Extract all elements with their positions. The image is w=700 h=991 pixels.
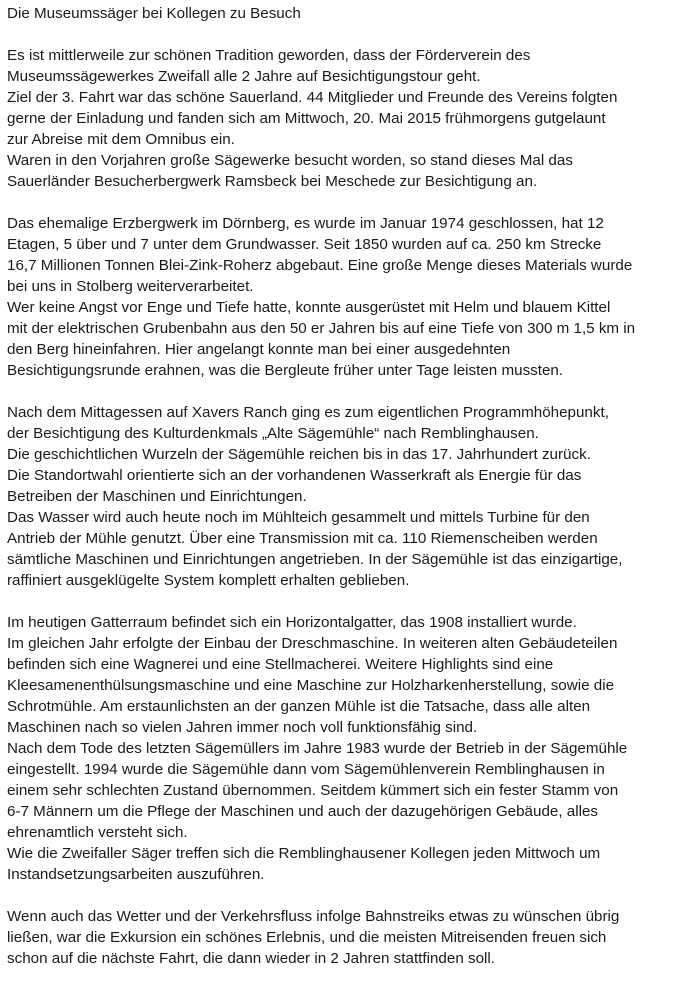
- text-line: Wie die Zweifaller Säger treffen sich die Remblinghausener Kollegen jeden Mittwoch um: [7, 845, 601, 862]
- text-line: Instandsetzungsarbeiten auszuführen.: [7, 866, 265, 883]
- text-line: Maschinen nach so vielen Jahren immer noch voll funktionsfähig sind.: [7, 719, 478, 736]
- text-line: Sauerländer Besucherbergwerk Ramsbeck bei Meschede zur Besichtigung an.: [7, 173, 538, 190]
- text-line: gerne der Einladung und fanden sich am Mittwoch, 20. Mai 2015 frühmorgens gutgelaunt: [7, 110, 606, 127]
- text-line: Wer keine Angst vor Enge und Tiefe hatte, konnte ausgerüstet mit Helm und blauem Kittel: [7, 299, 611, 316]
- text-line: Etagen, 5 über und 7 unter dem Grundwasser. Seit 1850 wurden auf ca. 250 km Strecke: [7, 236, 602, 253]
- text-line: Nach dem Tode des letzten Sägemüllers im Jahre 1983 wurde der Betrieb in der Sägemühle: [7, 740, 628, 757]
- text-line: Im gleichen Jahr erfolgte der Einbau der Dreschmaschine. In weiteren alten Gebäudeteilen: [7, 635, 618, 652]
- text-line: raffiniert ausgeklügelte System komplett erhalten geblieben.: [7, 572, 410, 589]
- text-line: sämtliche Maschinen und Einrichtungen angetrieben. In der Sägemühle ist das einzigartige,: [7, 551, 623, 568]
- document-page: [7, 3, 693, 990]
- text-line: 16,7 Millionen Tonnen Blei-Zink-Roherz abgebaut. Eine große Menge dieses Materials wurde: [7, 257, 633, 274]
- text-line: befinden sich eine Wagnerei und eine Stellmacherei. Weitere Highlights sind eine: [7, 656, 554, 673]
- text-line: den Berg hineinfahren. Hier angelangt konnte man bei einer ausgedehnten: [7, 341, 511, 358]
- paragraph: [7, 402, 693, 591]
- text-line: Das Wasser wird auch heute noch im Mühlteich gesammelt und mittels Turbine für den: [7, 509, 590, 526]
- text-line: bei uns in Stolberg weiterverarbeitet.: [7, 278, 254, 295]
- text-line: eingestellt. 1994 wurde die Sägemühle dann vom Sägemühlenverein Remblinghausen in: [7, 761, 605, 778]
- text-line: der Besichtigung des Kulturdenkmals „Alte Sägemühle“ nach Remblinghausen.: [7, 425, 539, 442]
- text-line: Museumssägewerkes Zweifall alle 2 Jahre auf Besichtigungstour geht.: [7, 68, 481, 85]
- text-line: Antrieb der Mühle genutzt. Über eine Transmission mit ca. 110 Riemenscheiben werden: [7, 530, 598, 547]
- text-line: 6-7 Männern um die Pflege der Maschinen und auch der dazugehörigen Gebäude, alles: [7, 803, 599, 820]
- text-line: Die Standortwahl orientierte sich an der vorhandenen Wasserkraft als Energie für das: [7, 467, 582, 484]
- text-line: Betreiben der Maschinen und Einrichtungen.: [7, 488, 307, 505]
- text-line: schon auf die nächste Fahrt, die dann wieder in 2 Jahren stattfinden soll.: [7, 950, 495, 967]
- paragraph: [7, 906, 693, 969]
- text-line: Waren in den Vorjahren große Sägewerke besucht worden, so stand dieses Mal das: [7, 152, 573, 169]
- text-line: ließen, war die Exkursion ein schönes Erlebnis, und die meisten Mitreisenden freuen sich: [7, 929, 607, 946]
- text-line: mit der elektrischen Grubenbahn aus den 50 er Jahren bis auf eine Tiefe von 300 m 1,5 km in: [7, 320, 636, 337]
- text-line: zur Abreise mit dem Omnibus ein.: [7, 131, 235, 148]
- document-body: [7, 45, 693, 969]
- paragraph: [7, 45, 693, 192]
- text-line: Ziel der 3. Fahrt war das schöne Sauerland. 44 Mitglieder und Freunde des Vereins folgten: [7, 89, 618, 106]
- text-line: einem sehr schlechten Zustand übernommen. Seitdem kümmert sich ein fester Stamm von: [7, 782, 619, 799]
- document-title: Die Museumssäger bei Kollegen zu Besuch: [7, 5, 301, 22]
- paragraph: [7, 213, 693, 381]
- text-line: Wenn auch das Wetter und der Verkehrsfluss infolge Bahnstreiks etwas zu wünschen übrig: [7, 908, 620, 925]
- paragraph: [7, 612, 693, 885]
- text-line: Das ehemalige Erzbergwerk im Dörnberg, es wurde im Januar 1974 geschlossen, hat 12: [7, 215, 604, 232]
- text-line: Schrotmühle. Am erstaunlichsten an der ganzen Mühle ist die Tatsache, dass alle alten: [7, 698, 591, 715]
- text-line: Es ist mittlerweile zur schönen Tradition geworden, dass der Förderverein des: [7, 47, 531, 64]
- text-line: Besichtigungsrunde erahnen, was die Bergleute früher unter Tage leisten mussten.: [7, 362, 564, 379]
- text-line: Im heutigen Gatterraum befindet sich ein Horizontalgatter, das 1908 installiert wurde.: [7, 614, 577, 631]
- text-line: Die geschichtlichen Wurzeln der Sägemühle reichen bis in das 17. Jahrhundert zurück.: [7, 446, 591, 463]
- text-line: ehrenamtlich versteht sich.: [7, 824, 188, 841]
- text-line: Kleesamenenthülsungsmaschine und eine Maschine zur Holzharkenherstellung, sowie die: [7, 677, 615, 694]
- text-line: Nach dem Mittagessen auf Xavers Ranch ging es zum eigentlichen Programmhöhepunkt,: [7, 404, 609, 421]
